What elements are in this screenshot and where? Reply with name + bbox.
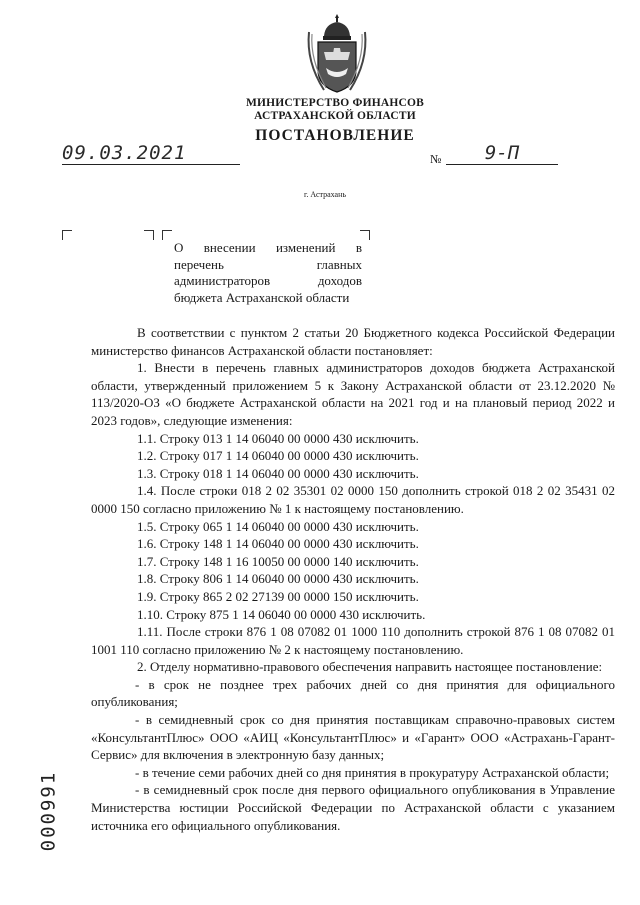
number-label: № [430,152,442,166]
sub-item: 1.6. Строку 148 1 14 06040 00 0000 430 исключить. [137,536,419,552]
sub-item: 1.5. Строку 065 1 14 06040 00 0000 430 исключить. [137,518,419,534]
corner-mark [62,230,72,240]
ministry-name-line2: АСТРАХАНСКОЙ ОБЛАСТИ [254,110,416,122]
registration-stamp: 000991 [37,770,60,852]
sub-item: 1.11. После строки 876 1 08 07082 01 1000 110 дополнить строкой 876 1 08 07082 01 1001 110 согласно приложению № 2 к настоящему постановлению. [91,624,615,657]
sub-item: 1.3. Строку 018 1 14 06040 00 0000 430 исключить. [137,465,419,481]
paragraph-item-2: 2. Отделу нормативно-правового обеспечения направить настоящее постановление: [137,659,603,675]
document-type: ПОСТАНОВЛЕНИЕ [255,127,415,144]
dash-item: - в семидневный срок со дня принятия поставщикам справочно-правовых систем «КонсультантПлюс» ООО «АИЦ «КонсультантПлюс» и «Гарант» ООО «Астрахань-Гарант-Сервис» для включения в электронную базу данных; [91,712,615,763]
document-city: г. Астрахань [303,190,347,199]
document-date: 09.03.2021 [62,142,240,165]
document-subject: О внесении изменений в перечень главных администраторов доходов бюджета Астраханской области [174,240,362,305]
sub-item: 1.1. Строку 013 1 14 06040 00 0000 430 исключить. [137,430,419,446]
ministry-name-line1: МИНИСТЕРСТВО ФИНАНСОВ [245,97,425,109]
coat-of-arms-icon [304,12,370,96]
sub-item: 1.9. Строку 865 2 02 27139 00 0000 150 исключить. [137,588,419,604]
corner-mark [360,230,370,240]
dash-item: - в течение семи рабочих дней со дня принятия в прокуратуру Астраханской области; [135,764,610,780]
dash-item: - в срок не позднее трех рабочих дней со дня принятия для официального опубликования; [91,676,615,710]
document-number: 9-П [446,142,558,165]
sub-item: 1.7. Строку 148 1 16 10050 00 0000 140 исключить. [137,553,419,569]
sub-item: 1.8. Строку 806 1 14 06040 00 0000 430 исключить. [137,571,419,587]
document-header [150,97,520,145]
sub-item: 1.10. Строку 875 1 14 06040 00 0000 430 исключить. [137,606,426,622]
corner-mark [144,230,154,240]
paragraph-item-1: 1. Внести в перечень главных администраторов доходов бюджета Астраханской области, утвержденный приложением 5 к Закону Астраханской области от 23.12.2020 № 113/2020-ОЗ «О бюджете Астраханской области на 2021 год и на плановый период 2022 и 2023 годов», следующие изменения: [91,360,615,428]
sub-item: 1.2. Строку 017 1 14 06040 00 0000 430 исключить. [137,448,419,464]
sub-item: 1.4. После строки 018 2 02 35301 02 0000 150 дополнить строкой 018 2 02 35431 02 0000 150 согласно приложению № 1 к настоящему постановлению. [91,483,615,516]
paragraph-preamble: В соответствии с пунктом 2 статьи 20 Бюджетного кодекса Российской Федерации министерство финансов Астраханской области постановляет: [91,325,615,358]
document-body [91,324,615,834]
corner-mark [162,230,172,240]
dash-item: - в семидневный срок после дня первого официального опубликования в Управление Министерства юстиции Российской Федерации по Астраханской области с указанием источника его официального опубликования. [91,782,615,833]
